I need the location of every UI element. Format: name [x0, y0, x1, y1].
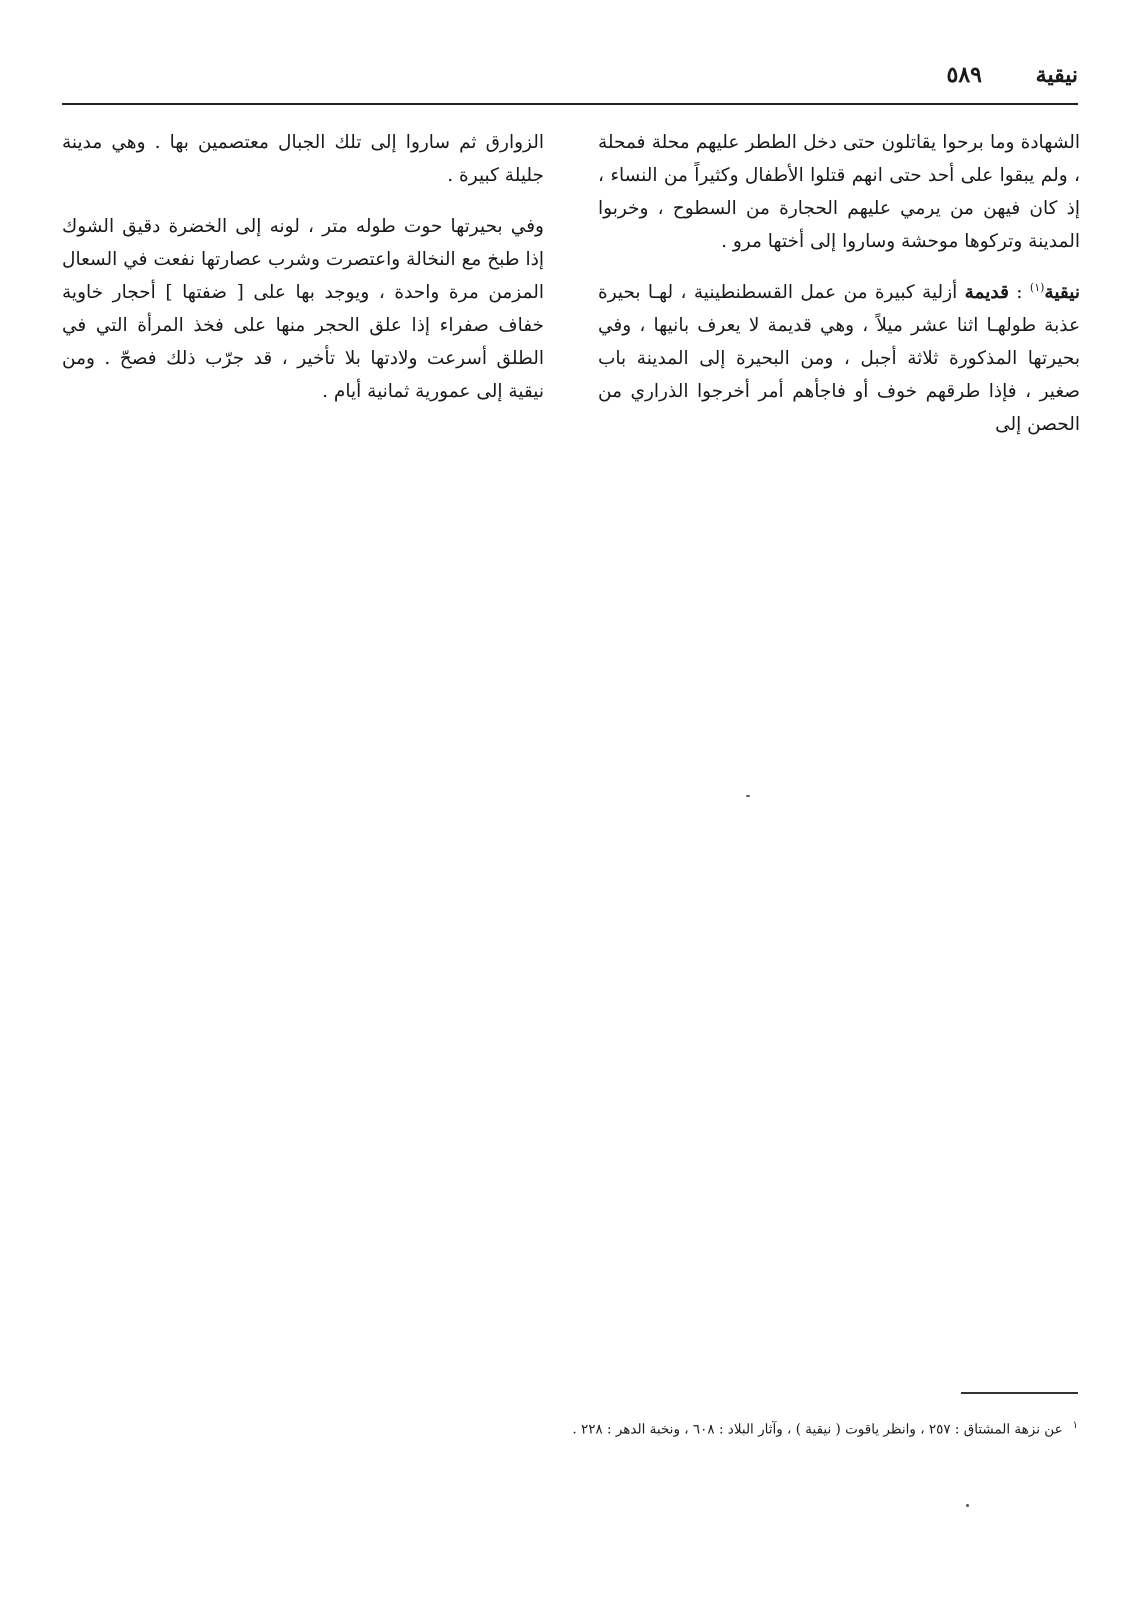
entry-text: أزلية كبيرة من عمل القسطنطينية ، لهـا بحيرة عذبة طولهـا اثنا عشر ميلاً ، وهي قديمة لا يعرف بانيها ، وفي بحيرتها المذكورة ثلاثة أجبل ، ومن البحيرة إلى المدينة باب صغير ، فإذا طرقهم خوف أو فاجأهم أمر أخرجوا الذراري من الحصن إلى — [598, 282, 1080, 435]
entry-paragraph — [598, 276, 1080, 441]
footnote-reference[interactable]: (١) — [1029, 280, 1045, 294]
page-number: ٥٨٩ — [946, 62, 982, 88]
running-title: نيقية — [1035, 62, 1078, 88]
paragraph-continuation: الشهادة وما برحوا يقاتلون حتى دخل الططر عليهم محلة فمحلة ، ولم يبقوا على أحد حتى انهم قتلوا الأطفال وكثيراً من النساء ، إذ كان فيهن من يرمي عليهم الحجارة من السطوح ، وخربوا المدينة وتركوها موحشة وساروا إلى أختها مرو . — [598, 132, 1080, 252]
header-rule — [62, 103, 1078, 105]
footnote-text: عن نزهة المشتاق : ٢٥٧ ، وانظر ياقوت ( نيقية ) ، وآثار البلاد : ٦٠٨ ، ونخبة الدهر : ٢٢٨ . — [572, 1421, 1063, 1438]
paragraph-continuation-left: الزوارق ثم ساروا إلى تلك الجبال معتصمين بها . وهي مدينة جليلة كبيرة . — [62, 132, 544, 186]
scan-speck — [746, 795, 750, 797]
footnote-rule — [961, 1392, 1078, 1394]
left-column — [62, 126, 544, 408]
paragraph-fish: وفي بحيرتها حوت طوله متر ، لونه إلى الخضرة دقيق الشوك إذا طبخ مع النخالة واعتصرت وشرب عصارتها نفعت في السعال المزمن مرة واحدة ، ويوجد بها على [ ضفتها ] أحجار خاوية خفاف صفراء إذا علق الحجر منها على فخذ المرأة التي في الطلق أسرعت ولادتها بلا تأخير ، قد جرّب ذلك فصحّ . ومن نيقية إلى عمورية ثمانية أيام . — [62, 216, 544, 402]
page-header — [62, 62, 1078, 102]
entry-headword: نيقية — [1044, 282, 1080, 303]
right-column — [598, 126, 1080, 441]
entry-bold-word: قديمة — [964, 282, 1009, 303]
footnote-mark: ١ — [1072, 1420, 1078, 1431]
footnote — [560, 1412, 1078, 1444]
entry-separator: : — [1008, 282, 1030, 303]
scan-speck — [966, 1504, 969, 1507]
